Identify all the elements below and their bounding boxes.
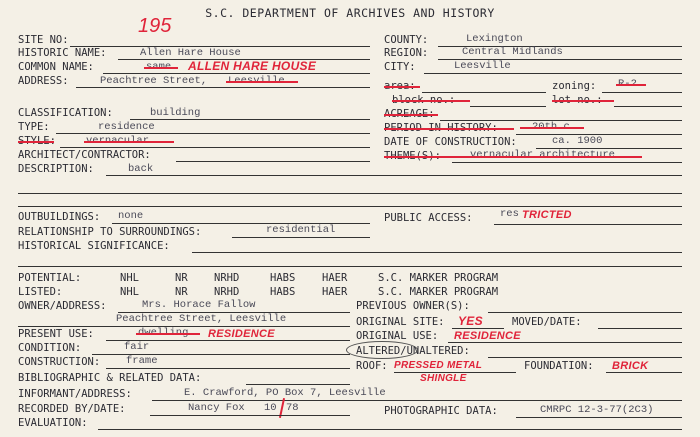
previous-owners-label: PREVIOUS OWNER(S): (356, 300, 470, 312)
historic-name-value: Allen Hare House (140, 47, 241, 59)
address-line (76, 87, 370, 88)
listed-label: LISTED: (18, 286, 63, 298)
lot-line (614, 106, 682, 107)
altered-line (488, 357, 682, 358)
city-value: Leesville (454, 60, 511, 72)
description-label: DESCRIPTION: (18, 163, 94, 175)
outbuildings-label: OUTBUILDINGS: (18, 211, 101, 223)
moved-line (598, 328, 682, 329)
period-value-strike (520, 127, 584, 129)
lot-label: lot no.: (552, 94, 603, 106)
description-line-1 (106, 175, 682, 176)
altered-label: ALTERED/UNALTERED: (356, 345, 470, 357)
original-site-label: ORIGINAL SITE: (356, 316, 445, 328)
evaluation-line (98, 429, 682, 430)
condition-label: CONDITION: (18, 342, 82, 354)
zoning-label: zoning: (552, 80, 597, 92)
recorded-date-b: 78 (286, 402, 299, 414)
recorded-label: RECORDED BY/DATE: (18, 403, 126, 415)
potential-label: POTENTIAL: (18, 272, 82, 284)
listed-nhl: NHL (120, 286, 139, 298)
roof-label: ROOF: (356, 360, 388, 372)
present-use-strike (136, 333, 200, 335)
zoning-strike (616, 84, 646, 86)
potential-nrhd: NRHD (214, 272, 240, 284)
address-struck: Leesville (228, 75, 285, 87)
classification-value: building (150, 107, 201, 119)
address-strike (226, 81, 298, 83)
construction-value: frame (126, 355, 158, 367)
block-line (470, 106, 546, 107)
owner-line-1: Mrs. Horace Fallow (142, 299, 256, 311)
roof-line (394, 372, 516, 373)
significance-label: HISTORICAL SIGNIFICANCE: (18, 240, 170, 252)
previous-owners-line (488, 312, 682, 313)
description-value: back (128, 163, 154, 175)
bibliographic-line (246, 384, 350, 385)
recorded-value: Nancy Fox (188, 402, 245, 414)
recorded-date-a: 10 (264, 402, 277, 414)
listed-nrhd: NRHD (214, 286, 240, 298)
potential-haer: HAER (322, 272, 348, 284)
listed-habs: HABS (270, 286, 296, 298)
bibliographic-label: BIBLIOGRAPHIC & RELATED DATA: (18, 372, 202, 384)
original-site-value: YES (458, 314, 483, 328)
period-label-strike (384, 128, 514, 130)
relationship-line (232, 237, 370, 238)
historic-name-label: HISTORIC NAME: (18, 47, 107, 59)
recorded-line (150, 415, 350, 416)
county-value: Lexington (466, 33, 523, 45)
area-line (422, 92, 546, 93)
site-no-label: SITE NO: (18, 34, 69, 46)
potential-nhl: NHL (120, 272, 139, 284)
public-access-value: res (500, 208, 519, 220)
outbuildings-value: none (118, 210, 144, 222)
classification-line (130, 119, 370, 120)
present-use-struck: dwelling (138, 327, 189, 339)
condition-value: fair (124, 341, 150, 353)
informant-line (152, 400, 682, 401)
themes-value: vernacular architecture (470, 149, 615, 161)
address-value: Peachtree Street, (100, 75, 208, 87)
potential-habs: HABS (270, 272, 296, 284)
present-use-value: RESIDENCE (208, 328, 275, 340)
type-value: residence (98, 121, 155, 133)
photo-line (516, 417, 682, 418)
foundation-value: BRICK (612, 360, 649, 372)
county-label: COUNTY: (384, 34, 429, 46)
style-label-strike (18, 141, 54, 143)
listed-haer: HAER (322, 286, 348, 298)
construction-date-value: ca. 1900 (552, 135, 603, 147)
acreage-label: ACREAGE: (384, 108, 435, 120)
relationship-label: RELATIONSHIP TO SURROUNDINGS: (18, 226, 202, 238)
lot-strike (552, 100, 614, 102)
section-divider-1 (18, 206, 682, 207)
address-label: ADDRESS: (18, 75, 69, 87)
style-value-strike (84, 141, 174, 143)
roof-value-1: PRESSED METAL (394, 360, 483, 371)
classification-label: CLASSIFICATION: (18, 107, 113, 119)
roof-value-2: SHINGLE (420, 373, 467, 384)
region-label: REGION: (384, 47, 429, 59)
common-name-struck: same (146, 61, 172, 73)
original-use-label: ORIGINAL USE: (356, 330, 439, 342)
style-line (60, 147, 370, 148)
foundation-label: FOUNDATION: (524, 360, 594, 372)
themes-line (452, 162, 682, 163)
architect-label: ARCHITECT/CONTRACTOR: (18, 149, 151, 161)
original-use-value: RESIDENCE (454, 330, 521, 342)
architect-line (176, 161, 370, 162)
photo-label: PHOTOGRAPHIC DATA: (384, 405, 498, 417)
common-name-line (103, 73, 370, 74)
block-strike (392, 100, 470, 102)
present-use-label: PRESENT USE: (18, 328, 94, 340)
block-label: block no.: (392, 94, 456, 106)
public-access-label: PUBLIC ACCESS: (384, 212, 473, 224)
common-name-label: COMMON NAME: (18, 61, 94, 73)
period-value: 20th c. (532, 121, 577, 133)
altered-circle (346, 341, 418, 359)
type-line (56, 133, 370, 134)
potential-sc-marker: S.C. MARKER PROGRAM (378, 272, 499, 284)
potential-nr: NR (175, 272, 188, 284)
photo-value: CMRPC 12-3-77(2C3) (540, 404, 654, 416)
area-label: area: (384, 80, 416, 92)
significance-line-1 (192, 252, 682, 253)
informant-value: E. Crawford, PO Box 7, Leesville (184, 387, 386, 399)
public-access-hand: TRICTED (522, 209, 572, 221)
public-access-line (494, 224, 682, 225)
themes-strike (384, 156, 642, 158)
type-label: TYPE: (18, 121, 50, 133)
period-label: PERIOD IN HISTORY: (384, 122, 498, 134)
listed-sc-marker: S.C. MARKER PROGRAM (378, 286, 499, 298)
owner-label: OWNER/ADDRESS: (18, 300, 107, 312)
original-site-line (452, 328, 504, 329)
owner-line-2: Peachtree Street, Leesville (116, 313, 287, 325)
city-line (424, 73, 682, 74)
moved-label: MOVED/DATE: (512, 316, 582, 328)
acreage-strike (384, 114, 438, 116)
common-name-value: ALLEN HARE HOUSE (188, 59, 317, 73)
area-strike (384, 86, 420, 88)
description-line-2 (18, 193, 682, 194)
foundation-line (606, 372, 682, 373)
construction-line (106, 368, 350, 369)
listed-nr: NR (175, 286, 188, 298)
original-use-line (448, 342, 682, 343)
evaluation-label: EVALUATION: (18, 417, 88, 429)
zoning-line (602, 92, 682, 93)
zoning-value: R-2 (618, 78, 637, 90)
common-name-strike (144, 67, 178, 69)
city-label: CITY: (384, 61, 416, 73)
construction-label: CONSTRUCTION: (18, 356, 101, 368)
relationship-value: residential (266, 224, 336, 236)
significance-line-2 (18, 266, 682, 267)
card-title: S.C. DEPARTMENT OF ARCHIVES AND HISTORY (205, 6, 495, 20)
informant-label: INFORMANT/ADDRESS: (18, 388, 132, 400)
construction-date-label: DATE OF CONSTRUCTION: (384, 136, 517, 148)
style-label: STYLE: (18, 135, 56, 147)
style-value: vernacular (86, 135, 150, 147)
region-value: Central Midlands (462, 46, 563, 58)
site-no-value: 195 (138, 15, 172, 37)
themes-label: THEME(S): (384, 150, 441, 162)
